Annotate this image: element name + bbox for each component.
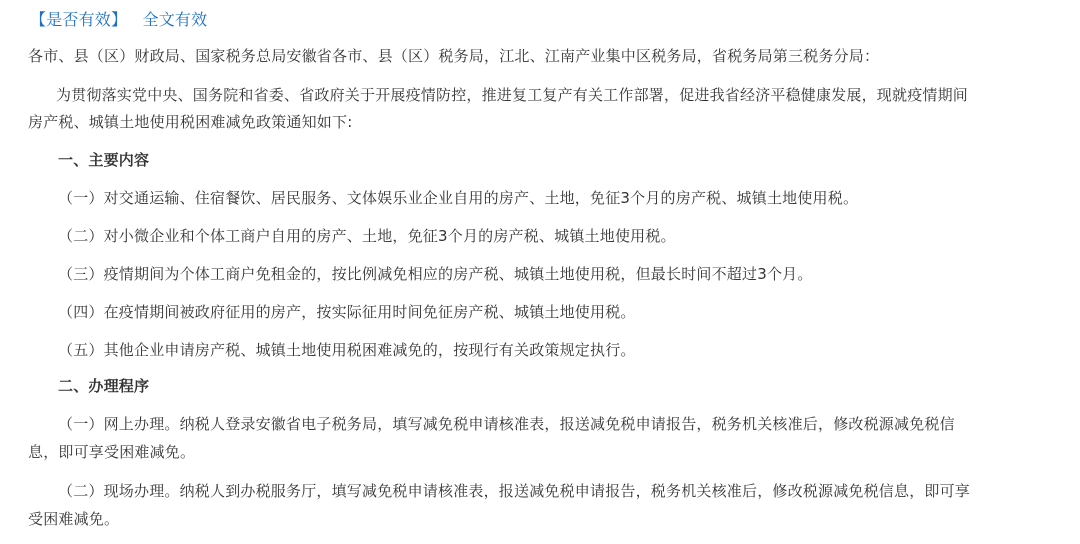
section-1-item: （二）对小微企业和个体工商户自用的房产、土地，免征3个月的房产税、城镇土地使用税。 [58, 227, 676, 245]
section-1-item: （三）疫情期间为个体工商户免租金的，按比例减免相应的房产税、城镇土地使用税，但最长时间不超过3个月。 [58, 265, 813, 283]
section-2-item-2-line-2: 受困难减免。 [28, 510, 120, 528]
intro-line-1: 为贯彻落实党中央、国务院和省委、省政府关于开展疫情防控，推进复工复产有关工作部署，促进我省经济平稳健康发展，现就疫情期间 [56, 86, 969, 104]
section-2-title: 二、办理程序 [58, 377, 150, 395]
section-2-item-1-line-1: （一）网上办理。纳税人登录安徽省电子税务局，填写减免税申请核准表，报送减免税申请报告，税务机关核准后，修改税源减免税信 [58, 415, 955, 433]
intro-line-2: 房产税、城镇土地使用税困难减免政策通知如下: [28, 113, 353, 131]
validity-row [30, 10, 207, 30]
section-1-item: （一）对交通运输、住宿餐饮、居民服务、文体娱乐业企业自用的房产、土地，免征3个月的房产税、城镇土地使用税。 [58, 189, 859, 207]
validity-label: 【是否有效】 [30, 10, 128, 29]
section-1-title: 一、主要内容 [58, 151, 150, 169]
section-2-item-1-line-2: 息，即可享受困难减免。 [28, 443, 196, 461]
recipients-line: 各市、县（区）财政局、国家税务总局安徽省各市、县（区）税务局，江北、江南产业集中区税务局，省税务局第三税务分局： [28, 47, 880, 65]
section-1-item: （五）其他企业申请房产税、城镇土地使用税困难减免的，按现行有关政策规定执行。 [58, 341, 636, 359]
section-1-item: （四）在疫情期间被政府征用的房产，按实际征用时间免征房产税、城镇土地使用税。 [58, 303, 636, 321]
validity-value: 全文有效 [142, 10, 208, 29]
section-2-item-2-line-1: （二）现场办理。纳税人到办税服务厅，填写减免税申请核准表，报送减免税申请报告，税务机关核准后，修改税源减免税信息，即可享 [58, 482, 971, 500]
